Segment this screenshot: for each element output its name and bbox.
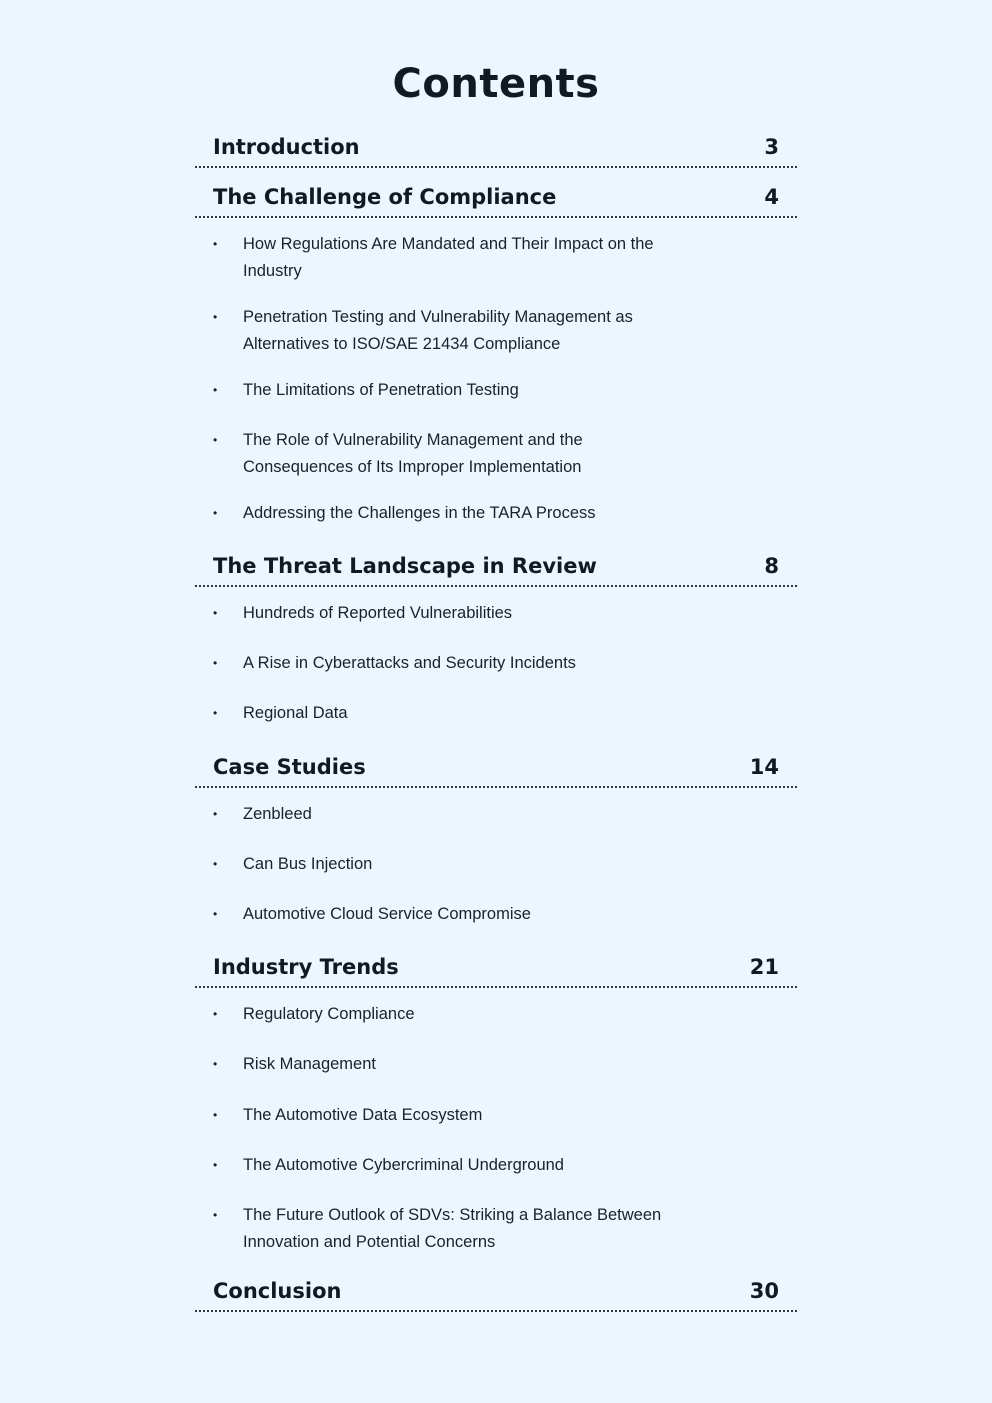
toc-sub-item[interactable] — [195, 600, 695, 627]
toc-section-page-number: 4 — [764, 185, 779, 209]
toc-section-title[interactable]: Conclusion — [213, 1279, 342, 1303]
bullet-icon: • — [213, 1007, 218, 1021]
bullet-icon: • — [213, 656, 218, 670]
toc-sub-item-label[interactable]: The Role of Vulnerability Management and the Consequences of Its Improper Implementation — [243, 431, 583, 476]
toc-sub-item-label[interactable]: Automotive Cloud Service Compromise — [243, 905, 531, 923]
bullet-icon: • — [213, 506, 218, 520]
toc-sub-item-label[interactable]: Can Bus Injection — [243, 855, 373, 873]
toc-sub-item[interactable] — [195, 1051, 695, 1078]
toc-sub-item-label[interactable]: The Limitations of Penetration Testing — [243, 381, 519, 399]
toc-section-page-number: 30 — [749, 1279, 779, 1303]
bullet-icon: • — [213, 383, 218, 397]
toc-sub-item[interactable] — [195, 650, 695, 677]
toc-sub-item-label[interactable]: The Future Outlook of SDVs: Striking a Balance Between Innovation and Potential Concerns — [243, 1206, 662, 1251]
toc-sub-item[interactable] — [195, 231, 695, 285]
toc-sub-item-label[interactable]: Regional Data — [243, 704, 348, 722]
toc-sub-item-label[interactable]: The Automotive Cybercriminal Underground — [243, 1156, 564, 1174]
toc-section-page-number: 8 — [764, 554, 779, 578]
bullet-icon: • — [213, 706, 218, 720]
toc-sub-item[interactable] — [195, 1001, 695, 1028]
toc-section-challenge-of-compliance[interactable] — [195, 182, 797, 218]
toc-sub-item[interactable] — [195, 851, 695, 878]
toc-section-page-number: 21 — [749, 955, 779, 979]
toc-section-conclusion[interactable] — [195, 1276, 797, 1312]
bullet-icon: • — [213, 857, 218, 871]
dotted-leader-divider — [195, 166, 797, 168]
toc-section-introduction[interactable] — [195, 132, 797, 168]
toc-sub-item-label[interactable]: Addressing the Challenges in the TARA Process — [243, 504, 596, 522]
toc-sub-item[interactable] — [195, 427, 695, 481]
toc-section-case-studies[interactable] — [195, 752, 797, 788]
toc-section-title[interactable]: Case Studies — [213, 755, 366, 779]
page-title: Contents — [392, 61, 600, 107]
toc-sub-item-label[interactable]: Regulatory Compliance — [243, 1005, 415, 1023]
dotted-leader-divider — [195, 585, 797, 587]
toc-section-title[interactable]: Introduction — [213, 135, 360, 159]
toc-section-page-number: 14 — [749, 755, 779, 779]
dotted-leader-divider — [195, 216, 797, 218]
toc-sub-item-label[interactable]: Hundreds of Reported Vulnerabilities — [243, 604, 513, 622]
bullet-icon: • — [213, 433, 218, 447]
toc-sub-item-label[interactable]: A Rise in Cyberattacks and Security Incidents — [243, 654, 576, 672]
toc-section-title[interactable]: The Challenge of Compliance — [213, 185, 557, 209]
bullet-icon: • — [213, 1158, 218, 1172]
toc-sub-item[interactable] — [195, 901, 695, 928]
toc-sub-item[interactable] — [195, 304, 695, 358]
bullet-icon: • — [213, 1208, 218, 1222]
dotted-leader-divider — [195, 986, 797, 988]
bullet-icon: • — [213, 807, 218, 821]
toc-section-threat-landscape[interactable] — [195, 551, 797, 587]
dotted-leader-divider — [195, 786, 797, 788]
toc-sub-item[interactable] — [195, 801, 695, 828]
toc-sub-item[interactable] — [195, 1152, 695, 1179]
dotted-leader-divider — [195, 1310, 797, 1312]
bullet-icon: • — [213, 237, 218, 251]
toc-sub-item[interactable] — [195, 500, 695, 527]
toc-section-title[interactable]: Industry Trends — [213, 955, 399, 979]
toc-sub-item-label[interactable]: Penetration Testing and Vulnerability Management as Alternatives to ISO/SAE 21434 Compliance — [243, 308, 633, 353]
toc-sub-item[interactable] — [195, 1102, 695, 1129]
bullet-icon: • — [213, 1057, 218, 1071]
toc-sub-item[interactable] — [195, 377, 695, 404]
toc-sub-item-label[interactable]: Zenbleed — [243, 805, 312, 823]
bullet-icon: • — [213, 1108, 218, 1122]
toc-sub-item-label[interactable]: Risk Management — [243, 1055, 376, 1073]
toc-sub-item[interactable] — [195, 1202, 695, 1256]
toc-sub-item-label[interactable]: The Automotive Data Ecosystem — [243, 1106, 483, 1124]
toc-sub-item[interactable] — [195, 700, 695, 727]
bullet-icon: • — [213, 606, 218, 620]
toc-section-industry-trends[interactable] — [195, 952, 797, 988]
bullet-icon: • — [213, 907, 218, 921]
bullet-icon: • — [213, 310, 218, 324]
toc-section-title[interactable]: The Threat Landscape in Review — [213, 554, 597, 578]
toc-sub-item-label[interactable]: How Regulations Are Mandated and Their Impact on the Industry — [243, 235, 654, 280]
toc-section-page-number: 3 — [764, 135, 779, 159]
